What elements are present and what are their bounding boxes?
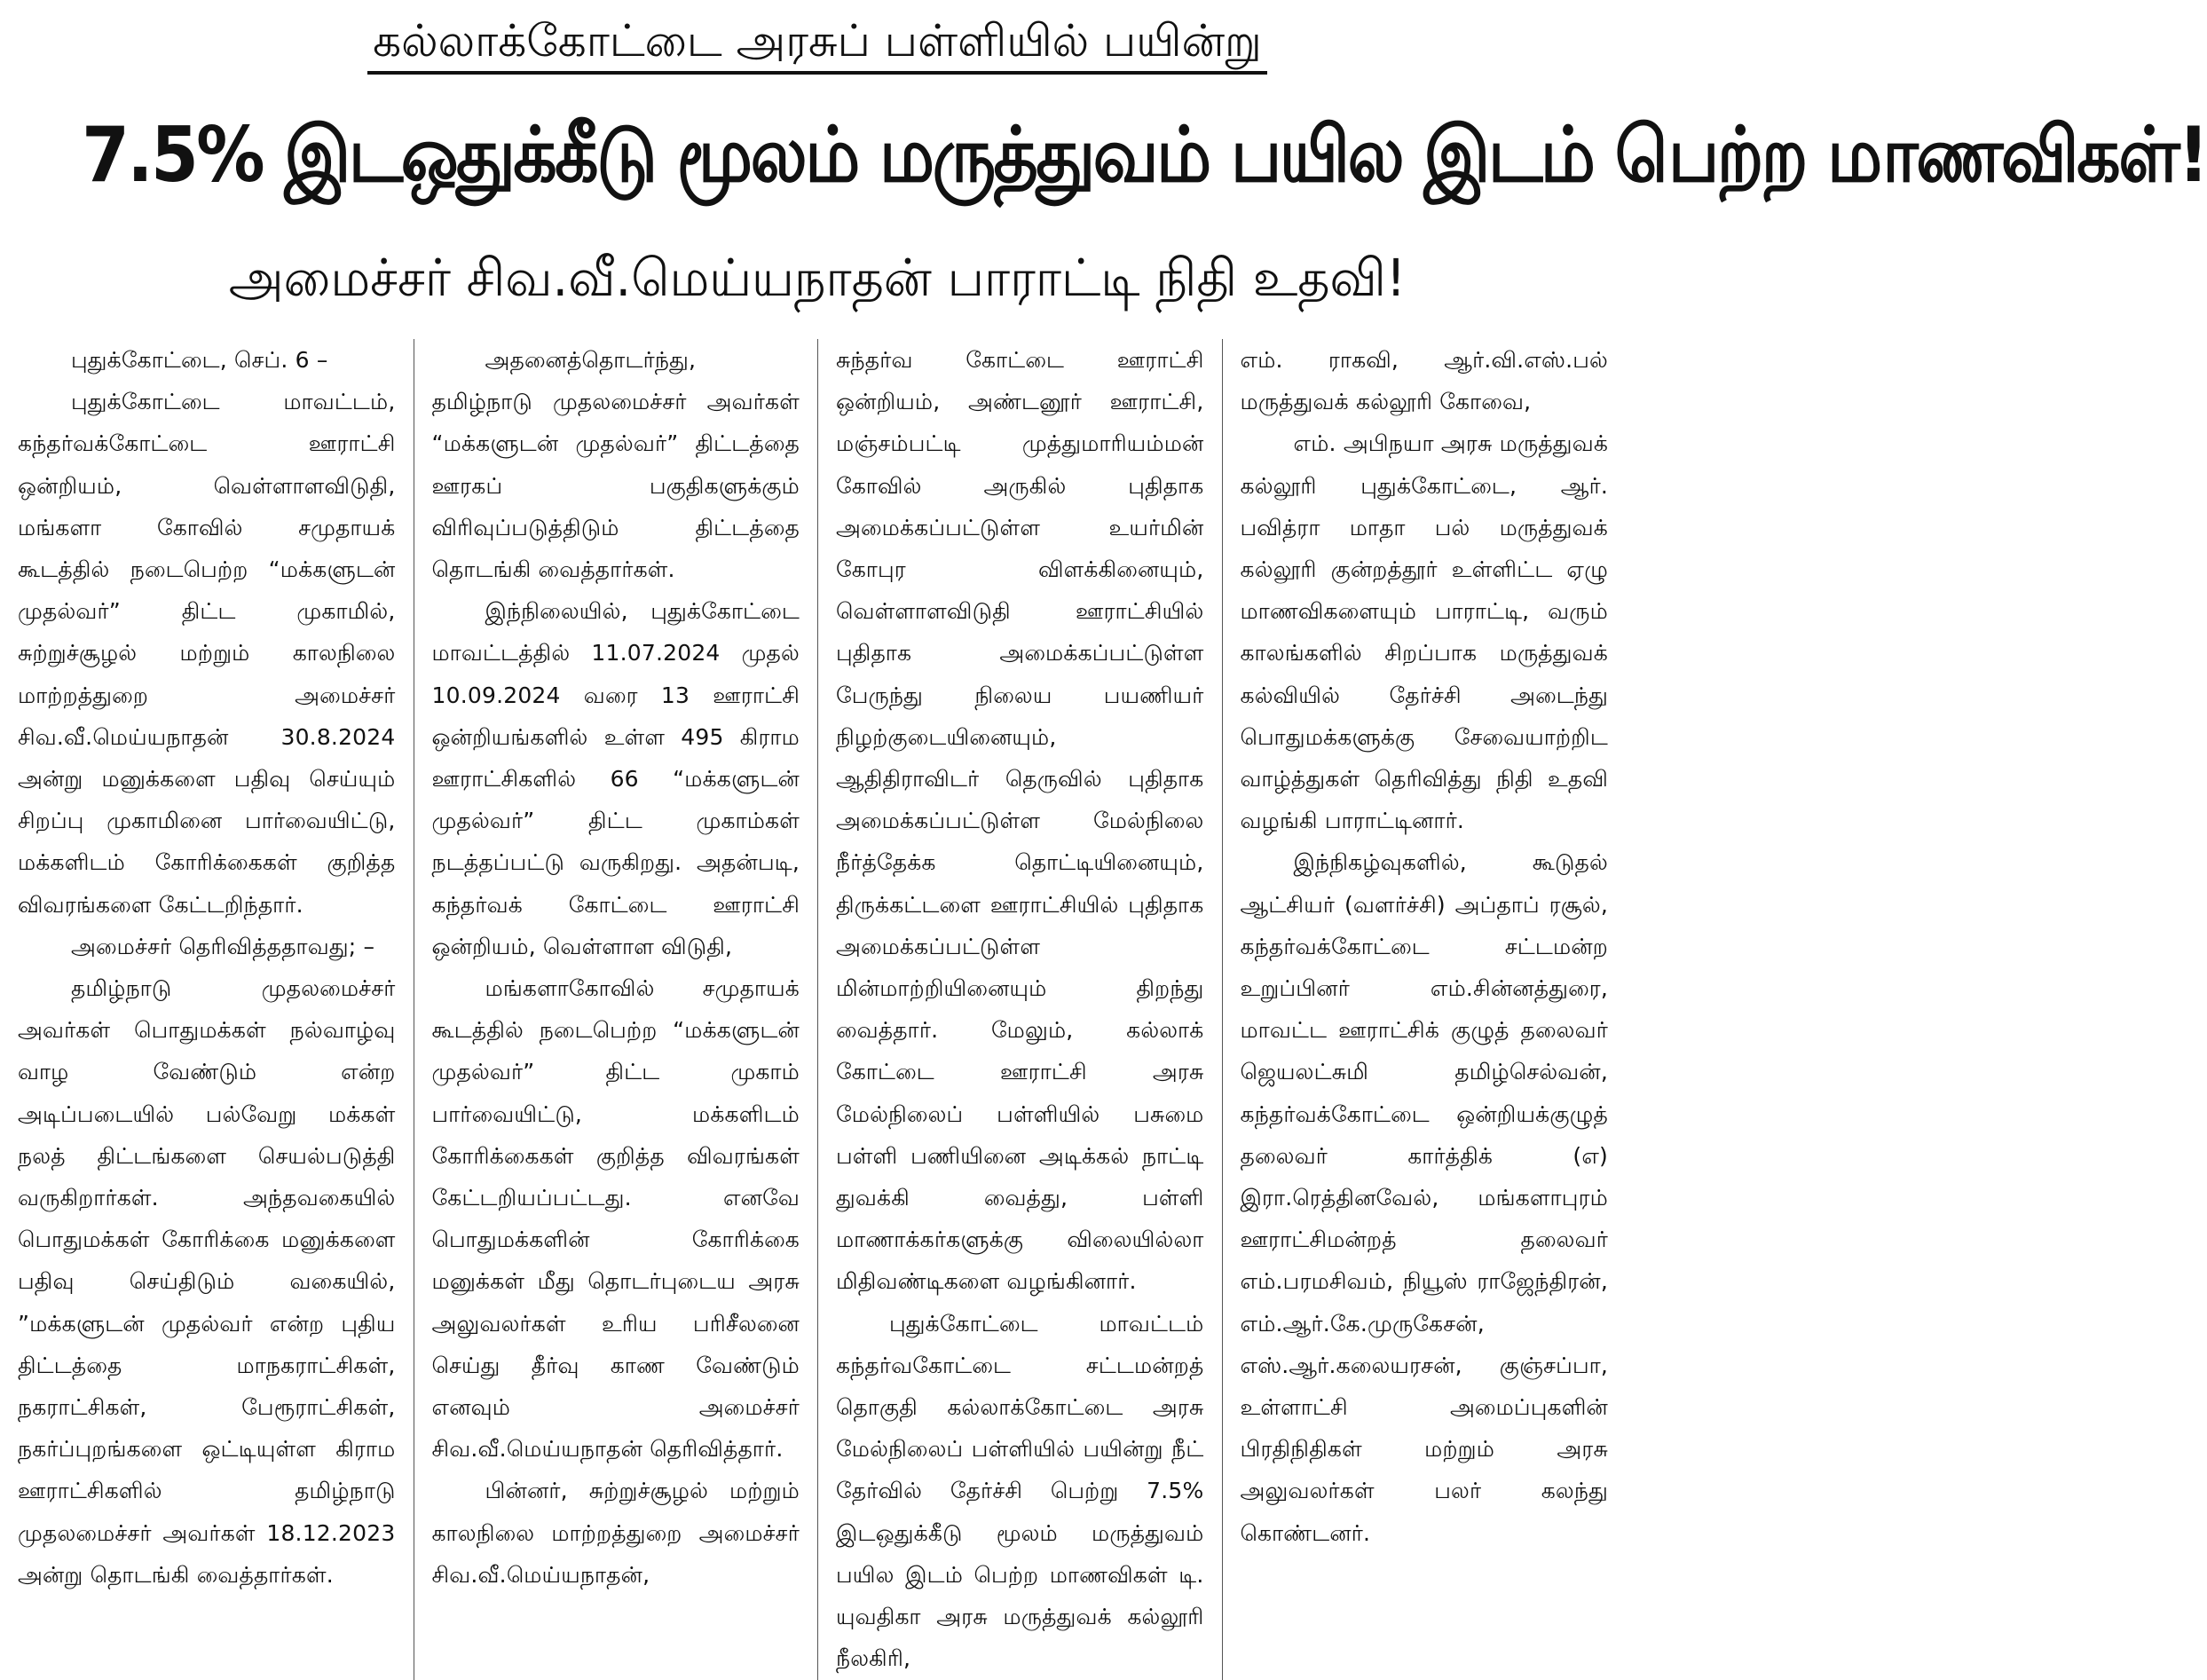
column-4 <box>1222 339 1627 1680</box>
column-1 <box>9 339 414 1680</box>
article-kicker <box>0 12 1635 75</box>
body-paragraph: அமைச்சர் தெரிவித்ததாவது; – <box>71 933 375 959</box>
body-paragraph: பின்னர், சுற்றுச்சூழல் மற்றும் காலநிலை மாற்றத்துறை அமைச்சர் சிவ.வீ.மெய்யநாதன், <box>431 1478 800 1588</box>
body-paragraph: தமிழ்நாடு முதலமைச்சர் அவர்கள் பொதுமக்கள் நல்வாழ்வு வாழ வேண்டும் என்ற அடிப்படையில் பல்வேறு மக்கள் நலத் திட்டங்களை செயல்படுத்தி வருகிறார்கள். அந்தவகையில் பொதுமக்கள் கோரிக்கை மனுக்களை பதிவு செய்திடும் வகையில், ”மக்களுடன் முதல்வர் என்ற புதிய திட்டத்தை மாநகராட்சிகள், நகராட்சிகள், பேரூராட்சிகள், நகர்ப்புறங்களை ஒட்டியுள்ள கிராம ஊராட்சிகளில் தமிழ்நாடு முதலமைச்சர் அவர்கள் 18.12.2023 அன்று தொடங்கி வைத்தார்கள். <box>18 975 396 1588</box>
article-headline: 7.5% இடஒதுக்கீடு மூலம் மருத்துவம் பயில இடம் பெற்ற மாணவிகள்! <box>82 111 2207 200</box>
body-paragraph: சுந்தர்வ கோட்டை ஊராட்சி ஒன்றியம், அண்டனூர் ஊராட்சி, மஞ்சம்பட்டி முத்துமாரியம்மன் கோவில் அருகில் புதிதாக அமைக்கப்பட்டுள்ள உயர்மின் கோபுர விளக்கினையும், வெள்ளாளவிடுதி ஊராட்சியில் புதிதாக அமைக்கப்பட்டுள்ள பேருந்து நிலைய பயணியர் நிழற்குடையினையும், ஆதிதிராவிடர் தெருவில் புதிதாக அமைக்கப்பட்டுள்ள மேல்நிலை நீர்த்தேக்க தொட்டியினையும், திருக்கட்டளை ஊராட்சியில் புதிதாக அமைக்கப்பட்டுள்ள மின்மாற்றியினையும் திறந்து வைத்தார். மேலும், கல்லாக் கோட்டை ஊராட்சி அரசு மேல்நிலைப் பள்ளியில் பசுமை பள்ளி பணியினை அடிக்கல் நாட்டி துவக்கி வைத்து, பள்ளி மாணாக்கர்களுக்கு விலையில்லா மிதிவண்டிகளை வழங்கினார். <box>836 347 1204 1295</box>
body-paragraph: இந்நிலையில், புதுக்கோட்டை மாவட்டத்தில் 11.07.2024 முதல் 10.09.2024 வரை 13 ஊராட்சி ஒன்றியங்களில் உள்ள 495 கிராம ஊராட்சிகளில் 66 “மக்களுடன் முதல்வர்” திட்ட முகாம்கள் நடத்தப்பட்டு வருகிறது. அதன்படி, கந்தர்வக் கோட்டை ஊராட்சி ஒன்றியம், வெள்ளாள விடுதி, <box>431 598 800 959</box>
column-3 <box>817 339 1222 1680</box>
body-paragraph: எம். ராகவி, ஆர்.வி.எஸ்.பல் மருத்துவக் கல்லூரி கோவை, <box>1240 347 1608 415</box>
body-paragraph: அதனைத்தொடர்ந்து, தமிழ்நாடு முதலமைச்சர் அவர்கள் “மக்களுடன் முதல்வர்” திட்டத்தை ஊரகப் பகுதிகளுக்கும் விரிவுப்படுத்திடும் திட்டத்தை தொடங்கி வைத்தார்கள். <box>431 347 800 583</box>
body-paragraph: புதுக்கோட்டை மாவட்டம் கந்தர்வகோட்டை சட்டமன்றத் தொகுதி கல்லாக்கோட்டை அரசு மேல்நிலைப் பள்ளியில் பயின்று நீட் தேர்வில் தேர்ச்சி பெற்று 7.5% இடஒதுக்கீடு மூலம் மருத்துவம் பயில இடம் பெற்ற மாணவிகள் டி. யுவதிகா அரசு மருத்துவக் கல்லூரி நீலகிரி, <box>836 1310 1204 1672</box>
dateline-paragraph: புதுக்கோட்டை, செப். 6 – <box>71 347 328 373</box>
body-paragraph: மங்களாகோவில் சமுதாயக் கூடத்தில் நடைபெற்ற “மக்களுடன் முதல்வர்” திட்ட முகாம் பார்வையிட்டு, மக்களிடம் கோரிக்கைகள் குறித்த விவரங்கள் கேட்டறியப்பட்டது. எனவே பொதுமக்களின் கோரிக்கை மனுக்கள் மீது தொடர்புடைய அரசு அலுவலர்கள் உரிய பரிசீலனை செய்து தீர்வு காண வேண்டும் எனவும் அமைச்சர் சிவ.வீ.மெய்யநாதன் தெரிவித்தார். <box>431 975 800 1463</box>
body-paragraph: புதுக்கோட்டை மாவட்டம், கந்தர்வக்கோட்டை ஊராட்சி ஒன்றியம், வெள்ளாளவிடுதி, மங்களா கோவில் சமுதாயக் கூடத்தில் நடைபெற்ற “மக்களுடன் முதல்வர்” திட்ட முகாமில், சுற்றுச்சூழல் மற்றும் காலநிலை மாற்றத்துறை அமைச்சர் சிவ.வீ.மெய்யநாதன் 30.8.2024 அன்று மனுக்களை பதிவு செய்யும் சிறப்பு முகாமினை பார்வையிட்டு, மக்களிடம் கோரிக்கைகள் குறித்த விவரங்களை கேட்டறிந்தார். <box>18 389 396 918</box>
kicker-text: கல்லாக்கோட்டை அரசுப் பள்ளியில் பயின்று <box>367 12 1267 75</box>
body-paragraph: இந்நிகழ்வுகளில், கூடுதல் ஆட்சியர் (வளர்ச்சி) அப்தாப் ரசூல், கந்தர்வக்கோட்டை சட்டமன்ற உறுப்பினர் எம்.சின்னத்துரை, மாவட்ட ஊராட்சிக் குழுத் தலைவர் ஜெயலட்சுமி தமிழ்செல்வன், கந்தர்வக்கோட்டை ஒன்றியக்குழுத் தலைவர் கார்த்திக் (எ) இரா.ரெத்தினவேல், மங்களாபுரம் ஊராட்சிமன்றத் தலைவர் எம்.பரமசிவம், நியூஸ் ராஜேந்திரன், எம்.ஆர்.கே.முருகேசன், எஸ்.ஆர்.கலையரசன், குஞ்சப்பா, உள்ளாட்சி அமைப்புகளின் பிரதிநிதிகள் மற்றும் அரசு அலுவலர்கள் பலர் கலந்து கொண்டனர். <box>1240 849 1608 1546</box>
article-subhead: அமைச்சர் சிவ.வீ.மெய்யநாதன் பாராட்டி நிதி உதவி! <box>228 248 1407 308</box>
column-2 <box>414 339 818 1680</box>
body-paragraph: எம். அபிநயா அரசு மருத்துவக் கல்லூரி புதுக்கோட்டை, ஆர். பவித்ரா மாதா பல் மருத்துவக் கல்லூரி குன்றத்தூர் உள்ளிட்ட ஏழு மாணவிகளையும் பாராட்டி, வரும் காலங்களில் சிறப்பாக மருத்துவக் கல்வியில் தேர்ச்சி அடைந்து பொதுமக்களுக்கு சேவையாற்றிட வாழ்த்துகள் தெரிவித்து நிதி உதவி வழங்கி பாராட்டினார். <box>1240 430 1609 834</box>
article-body <box>9 339 1626 1672</box>
